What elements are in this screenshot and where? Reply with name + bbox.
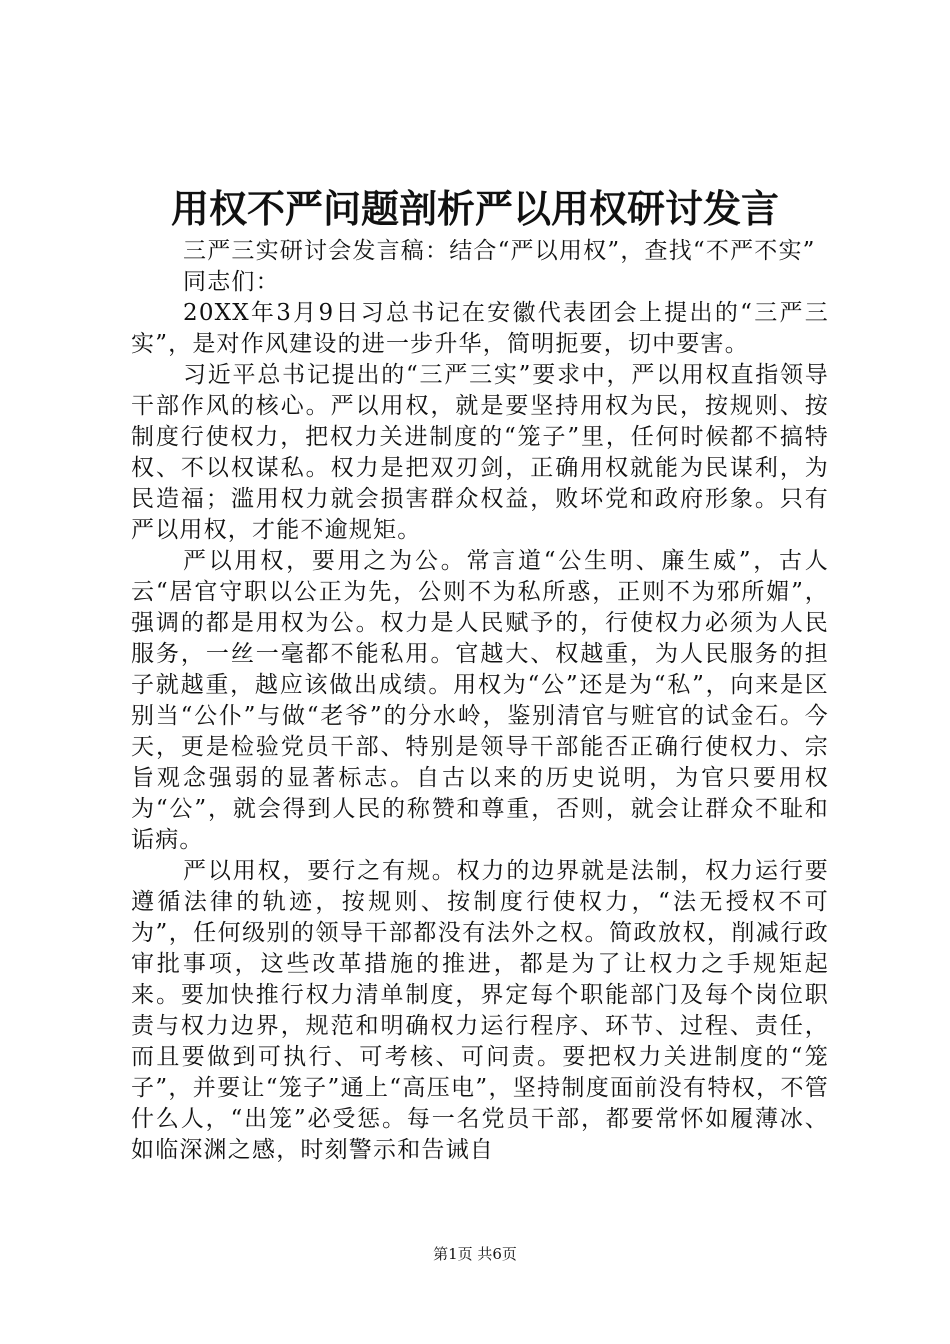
paragraph-salutation: 同志们： xyxy=(183,269,280,295)
paragraph-subtitle: 三严三实研讨会发言稿：结合“严以用权”，查找“不严不实” xyxy=(183,238,816,264)
paragraph-intro: 20XX年3月9日习总书记在安徽代表团会上提出的“三严三实”，是对作风建设的进一步升华，简明扼要，切中要害。 xyxy=(131,300,829,357)
document-body xyxy=(131,236,829,1166)
page-number: 第1页 共6页 xyxy=(433,1245,517,1263)
paragraph-use-for-public: 严以用权，要用之为公。常言道“公生明、廉生威”，古人云“居官守职以公正为先，公则不为私所惑，正则不为邪所媚”，强调的都是用权为公。权力是人民赋予的，行使权力必须为人民服务，一丝一毫都不能私用。官越大、权越重，为人民服务的担子就越重，越应该做出成绩。用权为“公”还是为“私”，向来是区别当“公仆”与做“老爷”的分水岭，鉴别清官与赃官的试金石。今天，更是检验党员干部、特别是领导干部能否正确行使权力、宗旨观念强弱的显著标志。自古以来的历史说明，为官只要用权为“公”，就会得到人民的称赞和尊重，否则，就会让群众不耻和诟病。 xyxy=(131,548,829,853)
document-title: 用权不严问题剖析严以用权研讨发言 xyxy=(170,186,779,231)
paragraph-follow-rules: 严以用权，要行之有规。权力的边界就是法制，权力运行要遵循法律的轨迹，按规则、按制度行使权力，“法无授权不可为”，任何级别的领导干部都没有法外之权。简政放权，削减行政审批事项，这些改革措施的推进，都是为了让权力之手规矩起来。要加快推行权力清单制度，界定每个职能部门及每个岗位职责与权力边界，规范和明确权力运行程序、环节、过程、责任，而且要做到可执行、可考核、可问责。要把权力关进制度的“笼子”，并要让“笼子”通上“高压电”，坚持制度面前没有特权，不管什么人，“出笼”必受惩。每一名党员干部，都要常怀如履薄冰、如临深渊之感，时刻警示和告诫自 xyxy=(131,858,829,1163)
paragraph-core: 习近平总书记提出的“三严三实”要求中，严以用权直指领导干部作风的核心。严以用权，就是要坚持用权为民，按规则、按制度行使权力，把权力关进制度的“笼子”里，任何时候都不搞特权、不以权谋私。权力是把双刃剑，正确用权就能为民谋利，为民造福；滥用权力就会损害群众权益，败坏党和政府形象。只有严以用权，才能不逾规矩。 xyxy=(131,362,829,543)
